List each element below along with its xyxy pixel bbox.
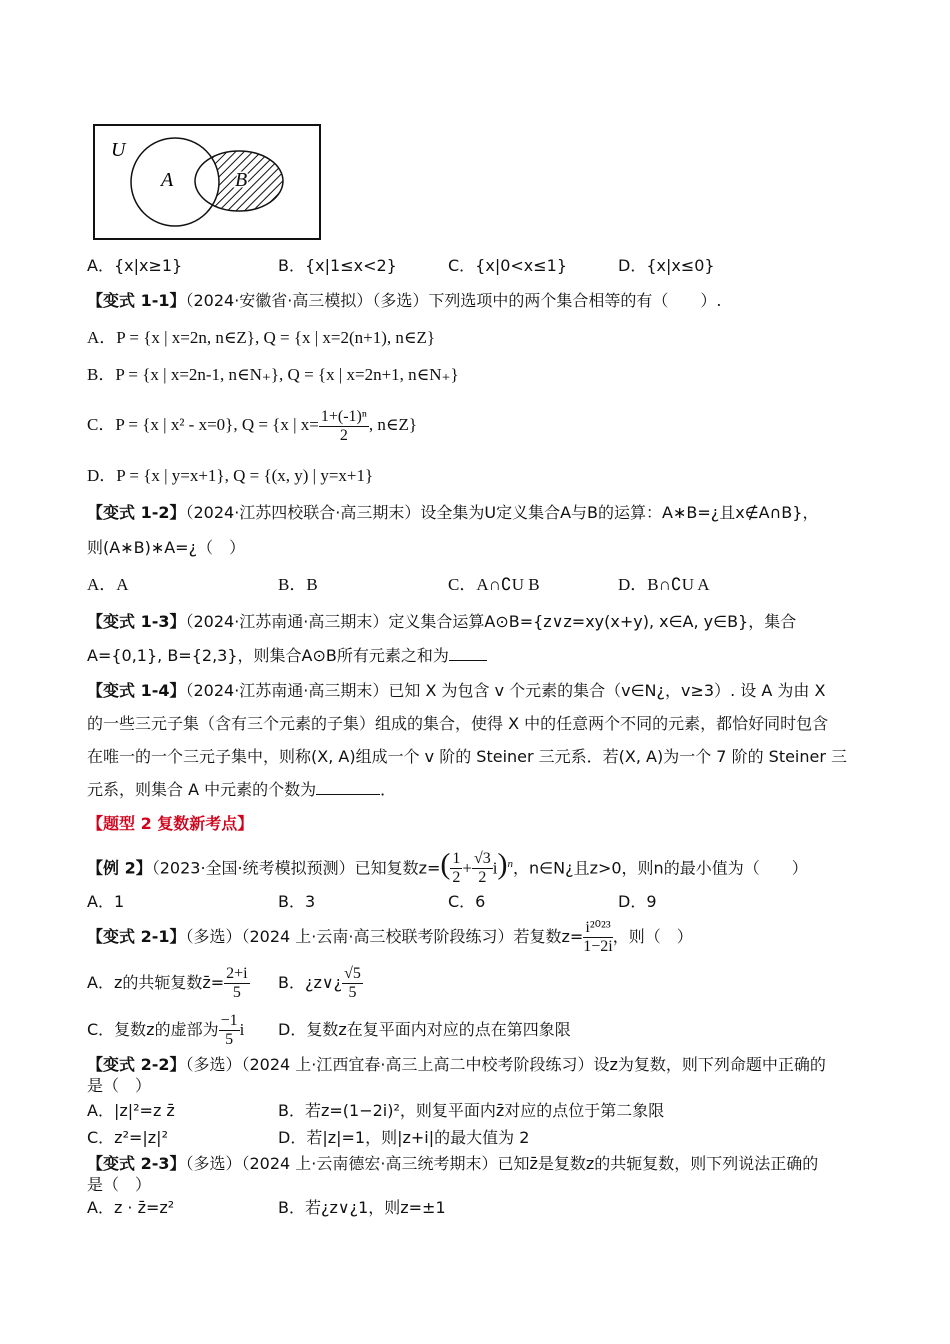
v11-option-c bbox=[87, 405, 417, 445]
v21-c-den: 5 bbox=[225, 1031, 234, 1048]
v22-option-d: D．若|z|=1，则|z+i|的最大值为 2 bbox=[278, 1128, 530, 1147]
v21-a-fraction bbox=[224, 965, 249, 1002]
ex2-option-d: D．9 bbox=[618, 892, 657, 911]
v11-c-den: 2 bbox=[339, 426, 348, 444]
v14-stem bbox=[87, 680, 825, 702]
v12-stem bbox=[87, 502, 818, 524]
v12-tag: 【变式 1-2】 bbox=[87, 503, 186, 522]
v11-option-d: D．P = {x | y=x+1}, Q = {(x, y) | y=x+1} bbox=[87, 466, 374, 485]
v13-stem bbox=[87, 611, 796, 633]
v14-line1: （2024·江苏南通·高三期末）已知 X 为包含 v 个元素的集合（v∈N¿，v≥3）. 设 A 为由 X bbox=[185, 681, 826, 700]
ex2-f2-den: 2 bbox=[478, 869, 487, 887]
v12-option-d: D．B∩∁U A bbox=[618, 575, 710, 594]
v23-option-a: A．z · z̄=z² bbox=[87, 1198, 175, 1217]
v21-c-pre: C．复数z的虚部为 bbox=[87, 1020, 219, 1039]
v11-tag: 【变式 1-1】 bbox=[87, 291, 186, 310]
v21-option-b bbox=[278, 961, 363, 1005]
u-label: U bbox=[111, 139, 126, 161]
ex2-pre: （2023·全国·统考模拟预测）已知复数z= bbox=[151, 858, 441, 878]
q0-option-a: A．{x|x≥1} bbox=[87, 256, 183, 275]
v11-text: （2024·安徽省·高三模拟）（多选）下列选项中的两个集合相等的有（ ）. bbox=[185, 291, 722, 310]
v21-f-den: 1−2i bbox=[583, 938, 613, 955]
section2-title: 【题型 2 复数新考点】 bbox=[87, 814, 254, 833]
q0-option-d: D．{x|x≤0} bbox=[618, 256, 715, 275]
v21-option-a bbox=[87, 961, 250, 1005]
v21-c-fraction bbox=[219, 1012, 240, 1049]
v14-answer-blank[interactable] bbox=[316, 780, 380, 795]
v23-option-b: B．若¿z∨¿1，则z=±1 bbox=[278, 1198, 446, 1217]
v23-tag: 【变式 2-3】 bbox=[87, 1154, 186, 1173]
v14-line4: 元系，则集合 A 中元素的个数为 ． bbox=[87, 780, 397, 799]
v22-tag: 【变式 2-2】 bbox=[87, 1055, 186, 1074]
v13-text: （2024·江苏南通·高三期末）定义集合运算A⊙B={z∨z=xy(x+y), x∈A, y∈B}，集合 bbox=[185, 612, 797, 631]
v21-option-d: D．复数z在复平面内对应的点在第四象限 bbox=[278, 1020, 571, 1039]
v21-a-num: 2+i bbox=[226, 965, 248, 982]
v21-b-num: √5 bbox=[344, 965, 361, 982]
v23-stem bbox=[87, 1153, 818, 1175]
v21-tag: 【变式 2-1】 bbox=[87, 927, 186, 946]
ex2-option-b: B．3 bbox=[278, 892, 316, 911]
v14-line2: 的一些三元子集（含有三个元素的子集）组成的集合，使得 X 中的任意两个不同的元素，都恰好同时包含 bbox=[87, 714, 829, 733]
v21-c-post: i bbox=[239, 1020, 245, 1039]
v22-option-a: A．|z|²=z z̄ bbox=[87, 1101, 175, 1120]
v23-text: （多选）（2024 上·云南德宏·高三统考期末）已知z̄是复数z的共轭复数，则下列说法正确的 bbox=[185, 1154, 819, 1173]
v21-a-pre: A．z的共轭复数z̄= bbox=[87, 973, 225, 992]
v12-text: （2024·江苏四校联合·高三期末）设全集为U定义集合A与B的运算：A∗B=¿且x∉A∩B}， bbox=[185, 503, 819, 522]
a-label: A bbox=[161, 169, 174, 191]
v12-line2: 则(A∗B)∗A=¿（ ） bbox=[87, 538, 246, 557]
v12-option-a: A．A bbox=[87, 575, 129, 594]
ex2-option-a: A．1 bbox=[87, 892, 125, 911]
v11-c-fraction bbox=[319, 408, 369, 445]
v11-c-num: 1+(-1)ⁿ bbox=[320, 407, 367, 425]
ex2-f1-num: 1 bbox=[452, 850, 461, 868]
v22-text: （多选）（2024 上·江西宜春·高三上高二中校考阶段练习）设z为复数，则下列命题中正确的 bbox=[185, 1055, 826, 1074]
v21-b-fraction bbox=[342, 965, 363, 1002]
v22-stem bbox=[87, 1054, 826, 1076]
v21-fraction bbox=[583, 919, 612, 956]
b-label: B bbox=[235, 169, 248, 191]
v11-c-post: , n∈Z} bbox=[368, 415, 418, 434]
ex2-post: ，n∈N¿且z>0，则n的最小值为（ ） bbox=[513, 858, 808, 878]
v21-b-pre: B．¿z∨¿ bbox=[278, 973, 343, 992]
ex2-stem: 【例 2】（2023·全国·统考模拟预测）已知复数z=( $\frac{1}{2}$ + $\frac{√3}{2}$ i)$^n$，n∈N¿且z>0，则n的最小值为（ ） bbox=[87, 847, 808, 887]
v21-pre: （多选）（2024 上·云南·高三校联考阶段练习）若复数z= bbox=[185, 927, 584, 946]
v12-option-c: C．A∩∁U B bbox=[448, 575, 540, 594]
v14-line3: 在唯一的一个三元子集中，则称(X, A)组成一个 v 阶的 Steiner 三元系．若(X, A)为一个 7 阶的 Steiner 三 bbox=[87, 747, 848, 766]
v21-a-den: 5 bbox=[232, 984, 241, 1001]
v13-line2-text: A={0,1}, B={2,3}，则集合A⊙B所有元素之和为 bbox=[87, 646, 449, 665]
q0-option-c: C．{x|0<x≤1} bbox=[448, 256, 568, 275]
v21-c-num: −1 bbox=[220, 1012, 238, 1029]
ex2-option-c: C．6 bbox=[448, 892, 486, 911]
v21-post: ，则（ ） bbox=[612, 927, 693, 946]
ex2-frac2 bbox=[472, 850, 493, 887]
v21-f-num: i²⁰²³ bbox=[583, 919, 612, 938]
v22-option-b: B．若z=(1−2i)²，则复平面内z̄对应的点位于第二象限 bbox=[278, 1101, 665, 1120]
ex2-tag: 【例 2】 bbox=[87, 858, 152, 878]
v22-line2: 是（ ） bbox=[87, 1076, 152, 1095]
v13-answer-blank[interactable] bbox=[449, 646, 487, 661]
v13-tag: 【变式 1-3】 bbox=[87, 612, 186, 631]
ex2-f2-num: √3 bbox=[474, 850, 491, 868]
v13-line2 bbox=[87, 645, 487, 667]
v11-option-a: A．P = {x | x=2n, n∈Z}, Q = {x | x=2(n+1), n∈Z} bbox=[87, 328, 436, 347]
v14-line4-text: 元系，则集合 A 中元素的个数为 bbox=[87, 780, 317, 799]
v21-b-den: 5 bbox=[348, 984, 357, 1001]
v11-c-pre: C．P = {x | x² - x=0}, Q = {x | x= bbox=[87, 415, 319, 434]
venn-diagram bbox=[93, 124, 321, 240]
v11-stem bbox=[87, 290, 721, 312]
v23-line2: 是（ ） bbox=[87, 1175, 152, 1194]
v11-option-b: B．P = {x | x=2n-1, n∈N₊}, Q = {x | x=2n+1, n∈N₊} bbox=[87, 365, 459, 384]
v21-option-c bbox=[87, 1008, 244, 1052]
ex2-f1-den: 2 bbox=[452, 869, 461, 887]
v21-stem bbox=[87, 916, 693, 958]
v12-option-b: B．B bbox=[278, 575, 318, 594]
ex2-frac1 bbox=[450, 850, 462, 887]
v14-tag: 【变式 1-4】 bbox=[87, 681, 186, 700]
v22-option-c: C．z²=|z|² bbox=[87, 1128, 168, 1147]
q0-option-b: B．{x|1≤x<2} bbox=[278, 256, 397, 275]
